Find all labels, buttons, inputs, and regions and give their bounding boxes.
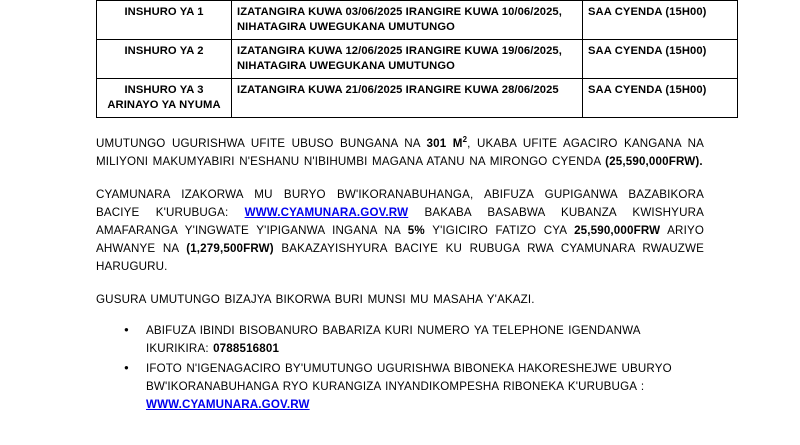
cyamunara-website-link-2[interactable]: WWW.CYAMUNARA.GOV.RW	[146, 398, 310, 411]
spacer	[96, 309, 704, 322]
text-fragment: CYAMUNARA IZAKORWA MU BURYO BW'IKORANABUHANGA, ABIFUZA GUPIGANWA BAZABIKORA BACIYE K'URUBUGA:	[96, 188, 704, 220]
bullet-list	[96, 322, 704, 414]
text-fragment: ARIYO AHWANYE NA	[96, 224, 704, 256]
deposit-amount: (1,279,500FRW)	[186, 242, 274, 256]
table-row	[97, 1, 738, 40]
table-row	[97, 79, 738, 118]
spacer	[96, 276, 704, 291]
spacer	[96, 171, 704, 186]
contact-phone-number: 0788516801	[213, 342, 280, 356]
paragraph-auction-process	[96, 186, 704, 276]
spacer	[96, 118, 704, 135]
property-value-amount: (25,590,000FRW).	[605, 155, 703, 169]
paragraph-property-description	[96, 135, 704, 171]
row-label: INSHURO YA 2	[97, 40, 232, 79]
bullet-text: IFOTO N'IGENAGACIRO BY'UMUTUNGO UGURISHWA BIBONEKA HAKORESHEJWE UBURYO BW'IKORANABUHANGA RYO KURANGIZA INYANDIKOMPESHA RIBONEKA K'URUBUGA :	[146, 362, 672, 394]
row-label: INSHURO YA 1	[97, 1, 232, 40]
row-period: IZATANGIRA KUWA 21/06/2025 IRANGIRE KUWA 28/06/2025	[232, 79, 583, 118]
list-item	[118, 322, 704, 358]
base-price-amount: 25,590,000FRW	[574, 224, 661, 238]
bullet-text: ABIFUZA IBINDI BISOBANURO BABARIZA KURI NUMERO YA TELEPHONE IGENDANWA IKURIKIRA:	[146, 324, 641, 356]
text-fragment: BAKAZAYISHYURA BACIYE KU RUBUGA RWA CYAMUNARA RWAUZWE HARUGURU.	[96, 242, 704, 274]
auction-schedule-table	[96, 0, 738, 118]
row-time: SAA CYENDA (15H00)	[583, 1, 738, 40]
table-row	[97, 40, 738, 79]
cyamunara-website-link[interactable]: WWW.CYAMUNARA.GOV.RW	[244, 206, 409, 220]
text-fragment: UMUTUNGO UGURISHWA UFITE UBUSO BUNGANA NA	[96, 137, 427, 151]
row-time: SAA CYENDA (15H00)	[583, 79, 738, 118]
text-fragment: BAKABA BASABWA KUBANZA KWISHYURA AMAFARANGA Y'INGWATE Y'IPIGANWA INGANA NA	[96, 206, 704, 238]
row-time: SAA CYENDA (15H00)	[583, 40, 738, 79]
deposit-percentage: 5%	[407, 224, 425, 238]
text-fragment: , UKABA UFITE AGACIRO KANGANA NA MILIYONI MAKUMYABIRI N'ESHANU N'IBIHUMBI MAGANA ATANU NA MIRONGO CYENDA	[96, 137, 704, 169]
row-period: IZATANGIRA KUWA 12/06/2025 IRANGIRE KUWA 19/06/2025, NIHATAGIRA UWEGUKANA UMUTUNGO	[232, 40, 583, 79]
text-fragment: Y'IGICIRO FATIZO CYA	[424, 224, 575, 238]
property-area: 301 M	[426, 137, 463, 151]
row-label: INSHURO YA 3 ARINAYO YA NYUMA	[97, 79, 232, 118]
row-period: IZATANGIRA KUWA 03/06/2025 IRANGIRE KUWA 10/06/2025, NIHATAGIRA UWEGUKANA UMUTUNGO	[232, 1, 583, 40]
paragraph-visiting-hours: GUSURA UMUTUNGO BIZAJYA BIKORWA BURI MUNSI MU MASAHA Y'AKAZI.	[96, 293, 535, 307]
table-body	[97, 1, 738, 118]
list-item	[118, 360, 704, 414]
property-area-unit: 2	[462, 135, 468, 145]
